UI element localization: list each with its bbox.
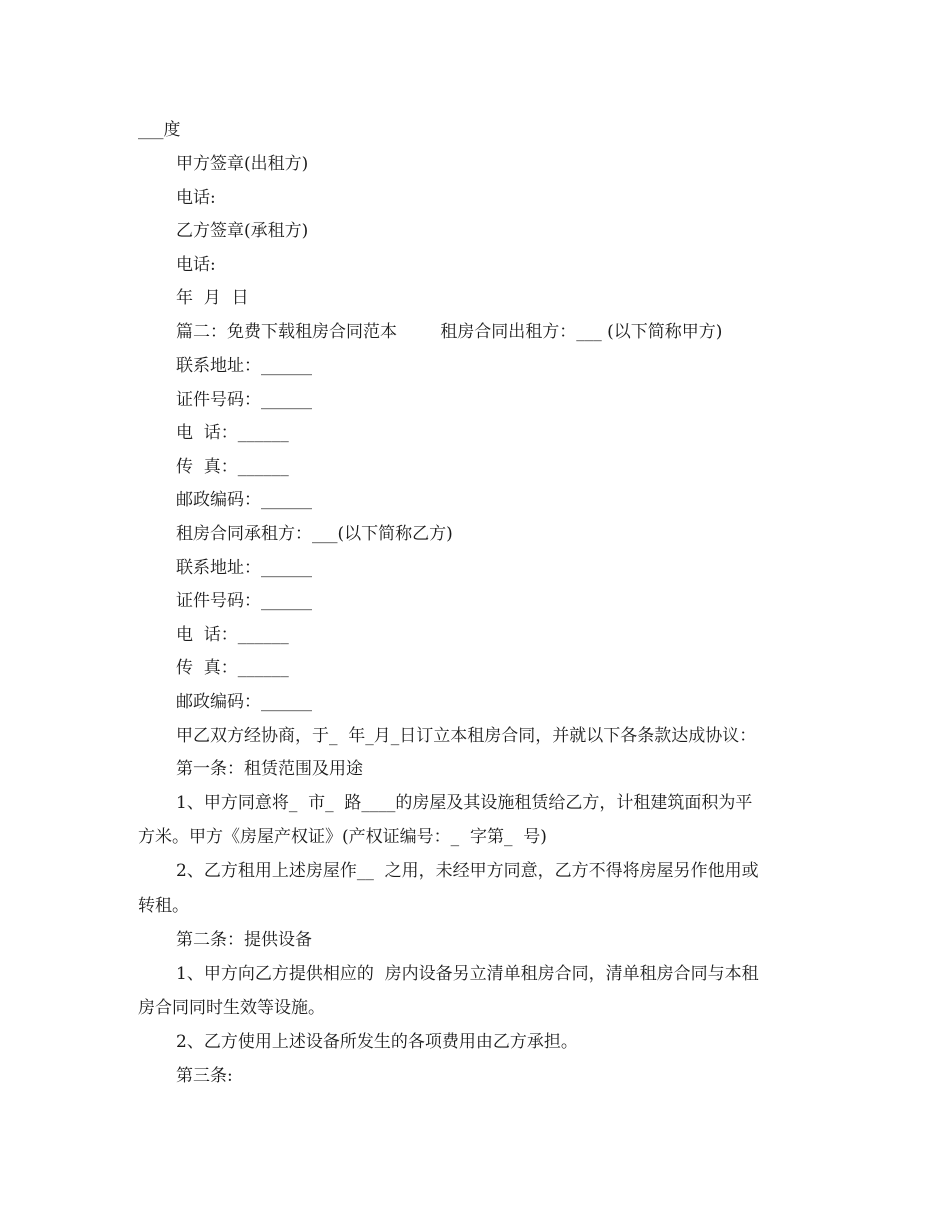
section-two-heading: 篇二：免费下载租房合同范本 租房合同出租方：___ (以下简称甲方) [176, 322, 723, 342]
date-line: 年 月 日 [176, 288, 249, 308]
party-a-signature-label: 甲方签章(出租方) [176, 154, 309, 174]
article-one-clause-2-cont: 转租。 [138, 896, 189, 916]
article-two-clause-2: 2、乙方使用上述设备所发生的各项费用由乙方承担。 [176, 1032, 578, 1052]
article-one-clause-1: 1、甲方同意将_ 市_ 路____的房屋及其设施租赁给乙方，计租建筑面积为平 [176, 793, 753, 813]
party-b-signature-label: 乙方签章(承租方) [176, 221, 309, 241]
lessee-postcode-field: 邮政编码：______ [176, 692, 312, 712]
party-b-phone-label: 电话: [176, 255, 216, 275]
article-one-clause-1-cont: 方米。甲方《房屋产权证》(产权证编号：_ 字第_ 号) [138, 827, 547, 847]
lessee-fax-field: 传 真：______ [176, 658, 289, 678]
lessor-id-field: 证件号码：______ [176, 390, 312, 410]
article-two-heading: 第二条：提供设备 [176, 930, 312, 950]
lessor-phone-field: 电 话：______ [176, 423, 289, 443]
article-two-clause-1: 1、甲方向乙方提供相应的 房内设备另立清单租房合同，清单租房合同与本租 [176, 964, 759, 984]
party-a-phone-label: 电话: [176, 188, 216, 208]
article-three-heading: 第三条: [176, 1066, 233, 1086]
agreement-intro: 甲乙双方经协商，于_ 年_月_日订立本租房合同，并就以下各条款达成协议： [176, 726, 757, 746]
article-one-clause-2: 2、乙方租用上述房屋作__ 之用，未经甲方同意，乙方不得将房屋另作他用或 [176, 861, 759, 881]
lessee-phone-field: 电 话：______ [176, 625, 289, 645]
lessor-address-field: 联系地址：______ [176, 356, 312, 376]
lessor-postcode-field: 邮政编码：______ [176, 490, 312, 510]
lessee-heading: 租房合同承租方：___(以下简称乙方) [176, 524, 453, 544]
degree-blank-line: ___度 [138, 120, 181, 140]
lessee-id-field: 证件号码：______ [176, 591, 312, 611]
article-two-clause-1-cont: 房合同同时生效等设施。 [138, 998, 325, 1018]
article-one-heading: 第一条：租赁范围及用途 [176, 759, 363, 779]
lessee-address-field: 联系地址：______ [176, 558, 312, 578]
lessor-fax-field: 传 真：______ [176, 457, 289, 477]
